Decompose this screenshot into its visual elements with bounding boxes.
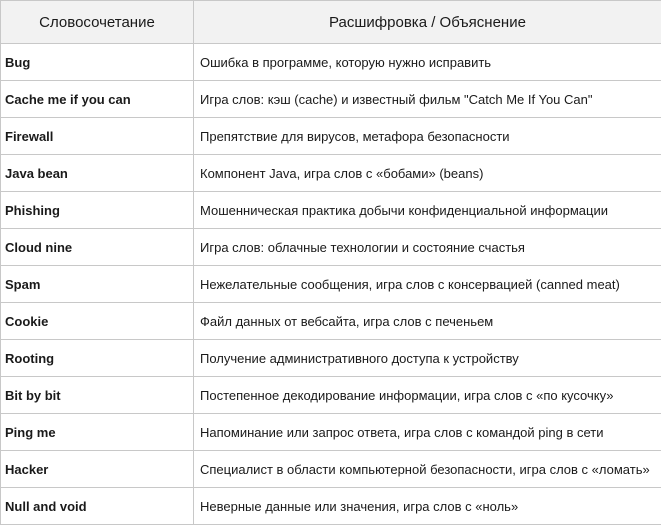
table-row	[1, 377, 661, 414]
explanation-cell: Файл данных от вебсайта, игра слов с печеньем	[194, 303, 661, 340]
explanation-cell: Препятствие для вирусов, метафора безопасности	[194, 118, 661, 155]
header-term: Словосочетание	[1, 1, 194, 44]
table-row	[1, 155, 661, 192]
explanation-cell: Получение административного доступа к устройству	[194, 340, 661, 377]
explanation-cell: Постепенное декодирование информации, игра слов с «по кусочку»	[194, 377, 661, 414]
explanation-cell: Игра слов: облачные технологии и состояние счастья	[194, 229, 661, 266]
explanation-cell: Неверные данные или значения, игра слов с «ноль»	[194, 488, 661, 525]
table-row	[1, 414, 661, 451]
explanation-cell: Игра слов: кэш (cache) и известный фильм "Catch Me If You Can"	[194, 81, 661, 118]
table-row	[1, 303, 661, 340]
term-cell: Cloud nine	[1, 229, 194, 266]
table-row	[1, 266, 661, 303]
term-cell: Null and void	[1, 488, 194, 525]
explanation-cell: Нежелательные сообщения, игра слов с консервацией (canned meat)	[194, 266, 661, 303]
table-header-row	[1, 1, 661, 44]
term-cell: Cache me if you can	[1, 81, 194, 118]
term-cell: Ping me	[1, 414, 194, 451]
explanation-cell: Специалист в области компьютерной безопасности, игра слов с «ломать»	[194, 451, 661, 488]
term-cell: Rooting	[1, 340, 194, 377]
table-row	[1, 118, 661, 155]
explanation-cell: Напоминание или запрос ответа, игра слов с командой ping в сети	[194, 414, 661, 451]
explanation-cell: Компонент Java, игра слов с «бобами» (beans)	[194, 155, 661, 192]
table-row	[1, 488, 661, 525]
table-row	[1, 81, 661, 118]
term-cell: Hacker	[1, 451, 194, 488]
table-row	[1, 229, 661, 266]
table-row	[1, 192, 661, 229]
explanation-cell: Ошибка в программе, которую нужно исправить	[194, 44, 661, 81]
term-cell: Bit by bit	[1, 377, 194, 414]
term-cell: Spam	[1, 266, 194, 303]
table-row	[1, 44, 661, 81]
term-cell: Java bean	[1, 155, 194, 192]
term-cell: Firewall	[1, 118, 194, 155]
term-cell: Phishing	[1, 192, 194, 229]
explanation-cell: Мошенническая практика добычи конфиденциальной информации	[194, 192, 661, 229]
table-row	[1, 451, 661, 488]
term-cell: Cookie	[1, 303, 194, 340]
term-cell: Bug	[1, 44, 194, 81]
table-row	[1, 340, 661, 377]
header-explanation: Расшифровка / Объяснение	[194, 1, 661, 44]
